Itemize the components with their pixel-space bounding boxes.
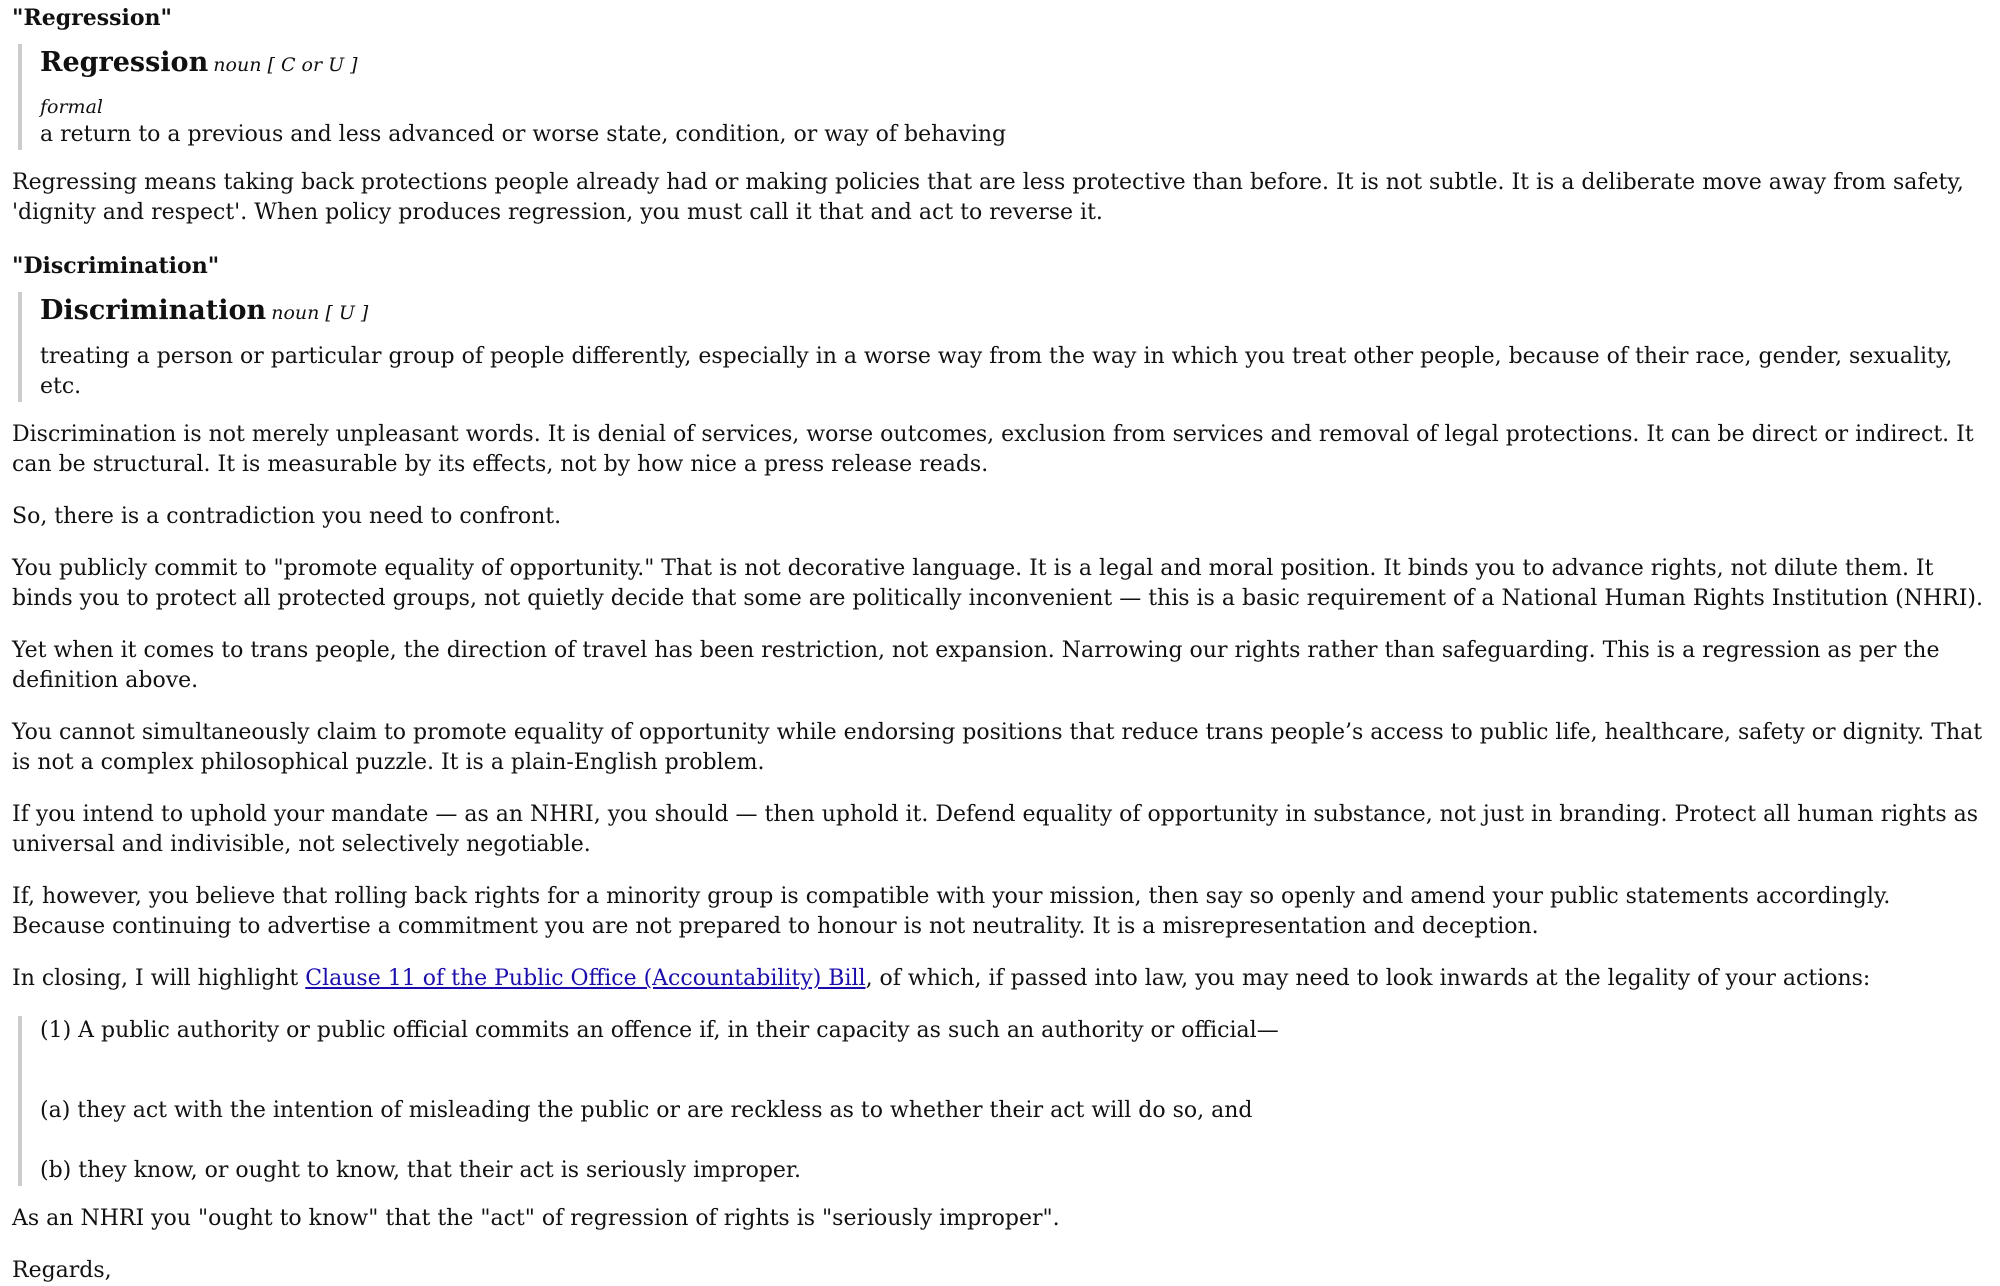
paragraph-simultaneous-claim: You cannot simultaneously claim to promote equality of opportunity while endorsing positions that reduce trans people’s access to public life, healthcare, safety or dignity. That is not a complex philosophical puzzle. It is a plain-English problem. bbox=[12, 720, 1983, 775]
paragraph-however: If, however, you believe that rolling back rights for a minority group is compatible with your mission, then say so openly and amend your public statements accordingly. Because continuing to advertise a commitment you are not prepared to honour is not neutrality. It is a misrepresentation and deception. bbox=[12, 884, 1891, 939]
bill-clause-link[interactable]: Clause 11 of the Public Office (Accountability) Bill bbox=[305, 966, 866, 991]
definition-term: Regression bbox=[40, 47, 209, 78]
definition-block-regression bbox=[18, 44, 1988, 150]
register-label: formal bbox=[40, 96, 103, 118]
section-label-regression: "Regression" bbox=[12, 5, 172, 31]
definition-term: Discrimination bbox=[40, 295, 267, 326]
commentary-regression: Regressing means taking back protections people already had or making policies that are less protective than before. It is not subtle. It is a deliberate move away from safety, 'dignity and respect'. When policy produces regression, you must call it that and act to reverse it. bbox=[12, 170, 1964, 225]
definition-block-discrimination bbox=[18, 292, 1988, 402]
paragraph-direction: Yet when it comes to trans people, the direction of travel has been restriction, not expansion. Narrowing our rights rather than safeguarding. This is a regression as per the definition above. bbox=[12, 638, 1940, 693]
closing-text-before: In closing, I will highlight bbox=[12, 966, 306, 991]
definition-text: treating a person or particular group of people differently, especially in a worse way from the way in which you treat other people, because of their race, gender, sexuality, etc. bbox=[40, 344, 1953, 399]
clause-line-b: (b) they know, or ought to know, that their act is seriously improper. bbox=[40, 1158, 802, 1183]
clause-line-1: (1) A public authority or public official commits an offence if, in their capacity as such an authority or official— bbox=[40, 1018, 1279, 1043]
part-of-speech: noun [ C or U ] bbox=[213, 54, 358, 76]
sign-off: Regards, bbox=[12, 1258, 112, 1283]
paragraph-commitment: You publicly commit to "promote equality of opportunity." That is not decorative language. It is a legal and moral position. It binds you to advance rights, not dilute them. It binds you to protect all protected groups, not quietly decide that some are politically inconvenient — this is a basic requirement of a National Human Rights Institution (NHRI). bbox=[12, 556, 1983, 611]
paragraph-contradiction: So, there is a contradiction you need to confront. bbox=[12, 504, 562, 529]
commentary-discrimination: Discrimination is not merely unpleasant words. It is denial of services, worse outcomes, exclusion from services and removal of legal protections. It can be direct or indirect. It can be structural. It is measurable by its effects, not by how nice a press release reads. bbox=[12, 422, 1974, 477]
definition-text: a return to a previous and less advanced or worse state, condition, or way of behaving bbox=[40, 122, 1007, 147]
paragraph-mandate: If you intend to uphold your mandate — as an NHRI, you should — then uphold it. Defend equality of opportunity in substance, not just in branding. Protect all human rights as universal and indivisible, not selectively negotiable. bbox=[12, 802, 1979, 857]
clause-line-a: (a) they act with the intention of misleading the public or are reckless as to whether their act will do so, and bbox=[40, 1098, 1253, 1123]
final-statement: As an NHRI you "ought to know" that the "act" of regression of rights is "seriously improper". bbox=[12, 1206, 1060, 1231]
part-of-speech: noun [ U ] bbox=[271, 302, 369, 324]
closing-text-after: , of which, if passed into law, you may need to look inwards at the legality of your actions: bbox=[865, 966, 1871, 991]
clause-quote bbox=[18, 1016, 1988, 1186]
paragraph-closing bbox=[12, 964, 1988, 994]
section-label-discrimination: "Discrimination" bbox=[12, 253, 220, 279]
